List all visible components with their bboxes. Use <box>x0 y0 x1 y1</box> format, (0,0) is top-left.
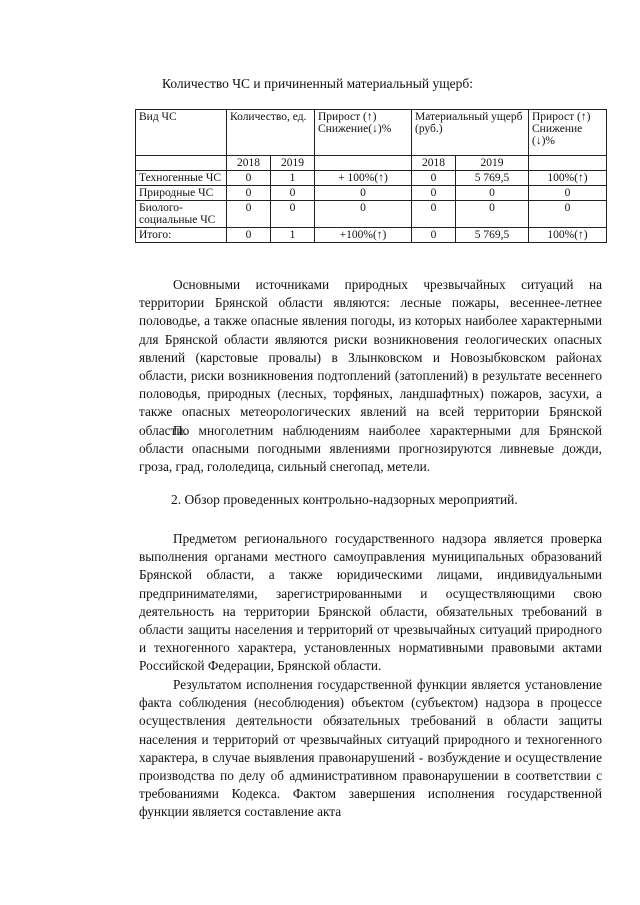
row-damage-2018: 0 <box>412 186 456 201</box>
row-damage-2019: 0 <box>456 186 529 201</box>
table-total-row <box>136 228 607 243</box>
row-type: Итого: <box>136 228 227 243</box>
row-damage-2019: 5 769,5 <box>456 228 529 243</box>
year-cell: 2019 <box>271 156 315 171</box>
year-cell: 2019 <box>456 156 529 171</box>
table-heading: Количество ЧС и причиненный материальный ущерб: <box>162 76 473 91</box>
row-type: Биолого-социальные ЧС <box>136 201 227 228</box>
row-count-change: 0 <box>315 186 412 201</box>
row-damage-2018: 0 <box>412 228 456 243</box>
row-damage-change: 0 <box>529 186 607 201</box>
row-count-change: 0 <box>315 201 412 228</box>
table-row <box>136 171 607 186</box>
row-count-2018: 0 <box>227 171 271 186</box>
paragraph-weather-hazards: По многолетним наблюдениям наиболее характерными для Брянской области опасными погодными явлениями прогнозируются ливневые дожди, гроза, град, гололедица, сильный снегопад, метели. <box>139 423 602 475</box>
row-count-2019: 1 <box>271 228 315 243</box>
row-damage-2018: 0 <box>412 171 456 186</box>
years-empty-cell <box>136 156 227 171</box>
paragraph-natural-sources: Основными источниками природных чрезвычайных ситуаций на территории Брянской области являются: лесные пожары, весеннее-летнее половодье, а также опасные явления погоды, из которых наиболее характерными для Брянской области являются риски возникновения геологических опасных явлений (карстовые провалы) в Злынковском и Новозыбковском районах области, риски возникновения подтоплений (затоплений) в результате весеннего половодья, природных (лесных, торфяных, ландшафтных) пожаров, засухи, а также опасных метеорологических явлений на всей территории Брянской области. <box>139 277 602 438</box>
row-count-2018: 0 <box>227 228 271 243</box>
years-empty-cell <box>529 156 607 171</box>
row-type: Техногенные ЧС <box>136 171 227 186</box>
paragraph-function-result: Результатом исполнения государственной функции является установление факта соблюдения (несоблюдения) объектом (субъектом) надзора в процессе осуществления деятельности обязательных требований в области защиты населения и территорий от чрезвычайных ситуаций природного и техногенного характера, в случае выявления правонарушений - возбуждение и осуществление производства по делу об административном правонарушении в соответствии с требованиями Кодекса. Фактом завершения исполнения государственной функции является составление акта <box>139 677 602 820</box>
row-count-2018: 0 <box>227 186 271 201</box>
year-cell: 2018 <box>227 156 271 171</box>
table-row <box>136 201 607 228</box>
row-count-2019: 1 <box>271 171 315 186</box>
row-count-change: +100%(↑) <box>315 228 412 243</box>
row-damage-2018: 0 <box>412 201 456 228</box>
table-header-row <box>136 110 607 156</box>
header-damage: Материальный ущерб (руб.) <box>412 110 529 156</box>
row-damage-2019: 0 <box>456 201 529 228</box>
header-count: Количество, ед. <box>227 110 315 156</box>
row-count-change: + 100%(↑) <box>315 171 412 186</box>
row-count-2019: 0 <box>271 186 315 201</box>
row-damage-change: 100%(↑) <box>529 171 607 186</box>
row-count-2019: 0 <box>271 201 315 228</box>
years-empty-cell <box>315 156 412 171</box>
section-title: 2. Обзор проведенных контрольно-надзорных мероприятий. <box>171 492 518 507</box>
row-damage-2019: 5 769,5 <box>456 171 529 186</box>
year-cell: 2018 <box>412 156 456 171</box>
row-damage-change: 100%(↑) <box>529 228 607 243</box>
table-years-row <box>136 156 607 171</box>
header-damage-change: Прирост (↑) Снижение (↓)% <box>529 110 607 156</box>
table-row <box>136 186 607 201</box>
emergency-stats-table <box>135 109 607 243</box>
paragraph-supervision-subject: Предметом регионального государственного надзора является проверка выполнения органами местного самоуправления муниципальных образований Брянской области, а также юридическими лицами, индивидуальными предпринимателями, зарегистрированными и осуществляющими свою деятельность на территории Брянской области, обязательных требований в области защиты населения и территорий от чрезвычайных ситуаций природного и техногенного характера, установленных нормативными правовыми актами Российской Федерации, Брянской области. <box>139 531 602 674</box>
row-type: Природные ЧС <box>136 186 227 201</box>
row-count-2018: 0 <box>227 201 271 228</box>
header-count-change: Прирост (↑) Снижение(↓)% <box>315 110 412 156</box>
row-damage-change: 0 <box>529 201 607 228</box>
header-type: Вид ЧС <box>136 110 227 156</box>
